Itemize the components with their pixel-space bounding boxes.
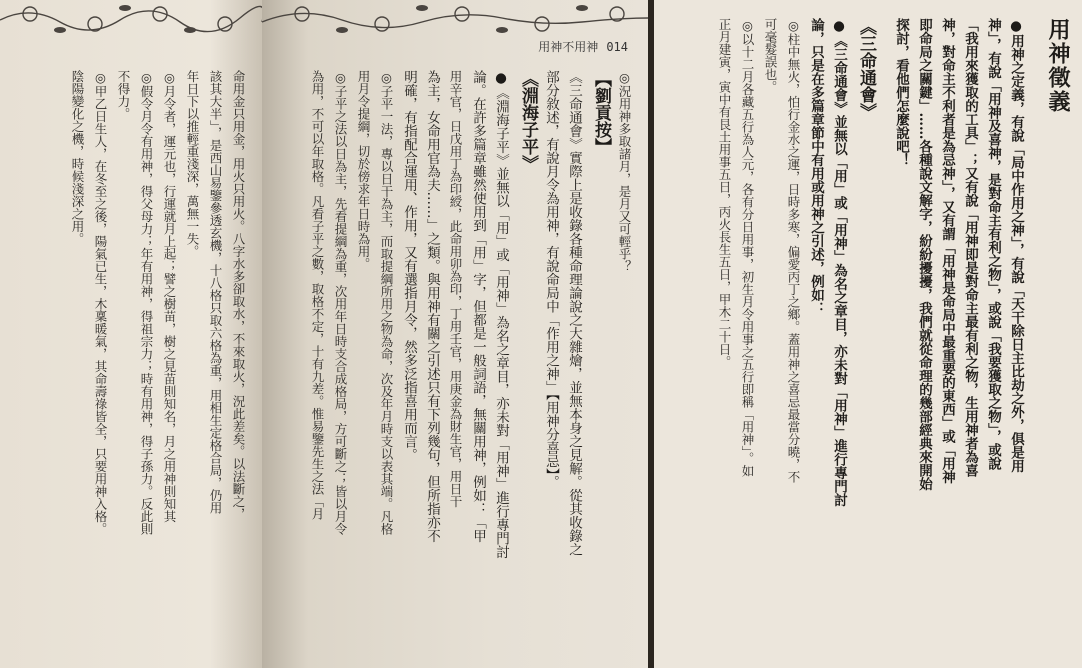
text-column: ●《三命通會》並無以「用」或「用神」為名之章目，亦未對「用神」進行專門討 xyxy=(831,18,847,507)
text-column: 可毫髮誤也。 xyxy=(763,18,778,93)
text-column: 年日下以推輕重淺深，萬無一失。 xyxy=(185,70,200,258)
text-column: 論，只是在多篇章節中有用或用神之引述，例如： xyxy=(808,18,824,315)
floral-border xyxy=(0,0,262,60)
text-column: ◎柱中無火，怕行金水之運，日時多寒，偏愛丙丁之鄉。蓋用神之喜忌最當分曉，不 xyxy=(786,18,801,483)
text-column: 即命局之關鍵」……各種說文解字，紛紛擾擾，我們就從命理的幾部經典來開始 xyxy=(916,18,932,491)
text-column: 為主，女命用官為夫……」之類。與用神有關之引述只有下列幾句，但所指亦不 xyxy=(424,70,440,543)
right-page xyxy=(654,0,1082,668)
text-column: 部分敘述，有說月令為用神，有說命局中「作用之神」【用神分喜忌】。 xyxy=(543,70,559,489)
left-page xyxy=(0,0,262,668)
text-column: 為用，不可以年取格。凡看子平之數，取格不定，十有九差。惟易鑒先生之法「月 xyxy=(310,70,325,520)
text-column: 正月建寅，寅中有艮土用事五日，丙火長生五日，甲木二十日。 xyxy=(717,18,732,368)
text-column: 命用金只用金，用火只用火。八字水多卻取水，不來取火，況此差矣。以法斷之， xyxy=(231,70,246,520)
text-column: ◎以十二月各藏五行為人元，各有分日用事，初生月令用事之五行即稱「用神」。如 xyxy=(740,18,755,477)
text-column: ●用神之定義，有說「局中作用之神」，有說「天干除日主比劫之外，俱是用 xyxy=(1008,18,1024,473)
right-text-columns xyxy=(660,18,1071,660)
text-column: ◎子平一法，專以日干為主，而取提綱所用之物為命，次及年月時支以表其端。凡格 xyxy=(379,70,394,535)
text-column: 用月令提綱，切於傍求年日時為用。 xyxy=(356,70,371,270)
section-heading: 【劉貢按】 xyxy=(591,70,611,155)
middle-page xyxy=(262,0,648,668)
text-column: 不得力。 xyxy=(116,70,131,120)
text-column: ◎況用神多取諸月，是月又可輕乎？ xyxy=(617,70,632,273)
text-column: 神」，有說「用神及喜神，是對命主有利之物」，或說「我要獲取之物」，或說 xyxy=(985,18,1001,471)
column-spacer xyxy=(878,18,888,660)
section-heading: 《淵海子平》 xyxy=(518,70,538,172)
text-column: 明確，有指配合運用、作用，又有選指月令，然多泛指喜用而言。 xyxy=(401,70,417,462)
text-column: ◎月令者，運元也，行運就月上起；譬之樹苗，樹之見苗則知名，月之用神則知其 xyxy=(162,70,177,523)
running-header xyxy=(538,38,628,55)
chapter-title: 用神徵義 xyxy=(1045,18,1071,114)
text-column: 陰陽變化之機，時候淺深之用。 xyxy=(70,70,85,245)
text-column: 該其大半」，是西山易鑒參透玄機，十八格只取六格為重，用相生定格合局，仍用 xyxy=(208,70,223,514)
text-column: ◎假令月令有用神，得父母力；年有用神，得祖宗力；時有用神，得子孫力。反此則 xyxy=(139,70,154,535)
text-column: 論。在許多篇章雖然使用到「用」字，但都是一般詞語，無關用神，例如：「甲 xyxy=(470,70,486,543)
text-column: 用辛官，日戊用丁為印綬，此命用卯為印，丁用壬官，用庚金為財生官，用日干 xyxy=(448,70,463,508)
middle-text-columns xyxy=(268,70,634,660)
text-column: 神，對命主不利者是為忌神」，又有謂「用神是命局中最重要的東西」或「用神 xyxy=(939,18,955,484)
text-column: ◎子平之法以日為主，先看提綱為重，次用年日時支合成格局，方可斷之；皆以月令 xyxy=(333,70,348,535)
page-number: 014 xyxy=(606,40,628,54)
text-column: ●《淵海子平》並無以「用」或「用神」為名之章目，亦未對「用神」進行專門討 xyxy=(493,70,509,559)
section-heading: 《三命通會》 xyxy=(856,18,876,120)
text-column: ◎甲乙日生人，在冬至之後，陽氣已生，木稟暖氣，其命壽祿皆全，只要用神入格。 xyxy=(93,70,108,535)
text-column: 探討，看他們怎麼說吧！ xyxy=(893,18,909,167)
text-column: 《三命通會》實際上是收錄各種命理論說之大雜燴，並無本身之見解。從其收錄之 xyxy=(566,70,582,556)
text-column: 「我用來獲取的工具」；又有說「用神即是對命主最有利之物，生用神者為喜 xyxy=(962,18,978,477)
left-text-columns xyxy=(6,70,248,660)
header-title: 用神不用神 xyxy=(538,40,599,54)
